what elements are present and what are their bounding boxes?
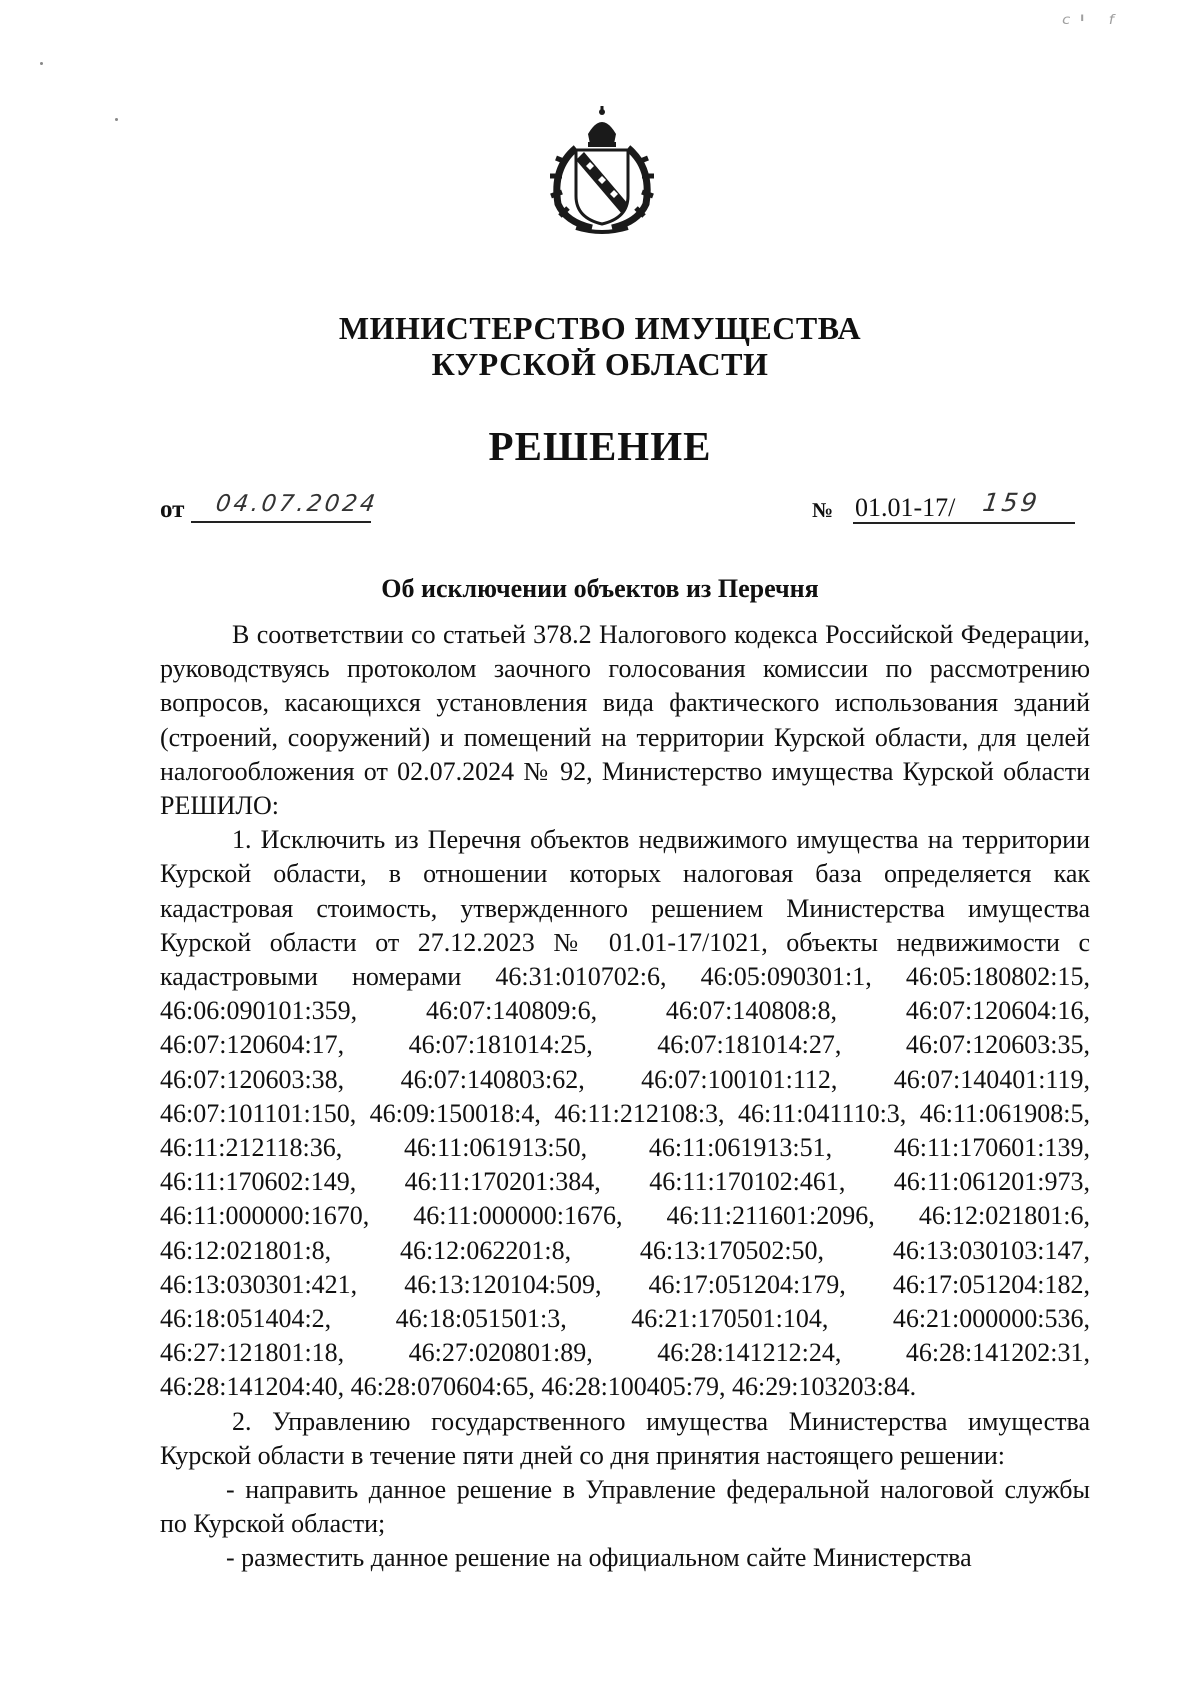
organization-name-line1: МИНИСТЕРСТВО ИМУЩЕСТВА [338, 310, 862, 346]
document-type-title: РЕШЕНИЕ [488, 423, 712, 469]
preamble-paragraph: В соответствии со статьей 378.2 Налогового кодекса Российской Федерации, руководствуясь протоколом заочного голосования комиссии по рассмотрению вопросов, касающихся установления вида фактического использования зданий (строений, сооружений) и помещений на территории Курской области, для целей налогообложения от 02.07.2024 № 92, Министерство имущества Курской области РЕШИЛО: [160, 620, 1090, 821]
item-2-dash-1: - направить данное решение в Управление федеральной налоговой службы по Курской области; [160, 1475, 1090, 1539]
item-1-paragraph: 1. Исключить из Перечня объектов недвижимого имущества на территории Курской области, в отношении которых налоговая база определяется как кадастровая стоимость, утвержденного решением Министерства имущества Курской области от 27.12.2023 № 01.01-17/1021, объекты недвижимости с кадастровыми номерами 46:31:010702:6, 46:05:090301:1, 46:05:180802:15, 46:06:090101:359, 46:07:140809:6, 46:07:140808:8, 46:07:120604:16, 46:07:120604:17, 46:07:181014:25, 46:07:181014:27, 46:07:120603:35, 46:07:120603:38, 46:07:140803:62, 46:07:100101:112, 46:07:140401:119, 46:07:101101:150, 46:09:150018:4, 46:11:212108:3, 46:11:041110:3, 46:11:061908:5, 46:11:212118:36, 46:11:061913:50, 46:11:061913:51, 46:11:170601:139, 46:11:170602:149, 46:11:170201:384, 46:11:170102:461, 46:11:061201:973, 46:11:000000:1670, 46:11:000000:1676, 46:11:211601:2096, 46:12:021801:6, 46:12:021801:8, 46:12:062201:8, 46:13:170502:50, 46:13:030103:147, 46:13:030301:421, 46:13:120104:509, 46:17:051204:179, 46:17:051204:182, 46:18:051404:2, 46:18:051501:3, 46:21:170501:104, 46:21:000000:536, 46:27:121801:18, 46:27:020801:89, 46:28:141212:24, 46:28:141202:31, 46:28:141204:40, 46:28:070604:65, 46:28:100405:79, 46:29:103203:84. [160, 825, 1090, 1402]
item-2-dash-2: - разместить данное решение на официальном сайте Министерства [226, 1543, 972, 1573]
coat-of-arms-icon [536, 104, 668, 236]
number-handwritten: 159 [980, 488, 1042, 517]
document-subject: Об исключении объектов из Перечня [381, 574, 819, 603]
date-label: от [160, 496, 185, 523]
item-2-paragraph: 2. Управлению государственного имущества Министерства имущества Курской области в течение пяти дней со дня принятия настоящего решении: [160, 1406, 1090, 1470]
number-prefix: 01.01-17/ [855, 493, 956, 522]
number-label: № [812, 498, 834, 522]
scan-speck [115, 118, 118, 121]
organization-name-line2: КУРСКОЙ ОБЛАСТИ [431, 346, 769, 382]
corner-handwritten-mark: ᶜ' ᶠ [1062, 10, 1125, 38]
document-body [160, 618, 1090, 1576]
number-underline [853, 522, 1075, 524]
scan-speck [40, 62, 43, 65]
date-handwritten: 04.07.2024 [214, 491, 380, 517]
date-underline [191, 521, 371, 523]
